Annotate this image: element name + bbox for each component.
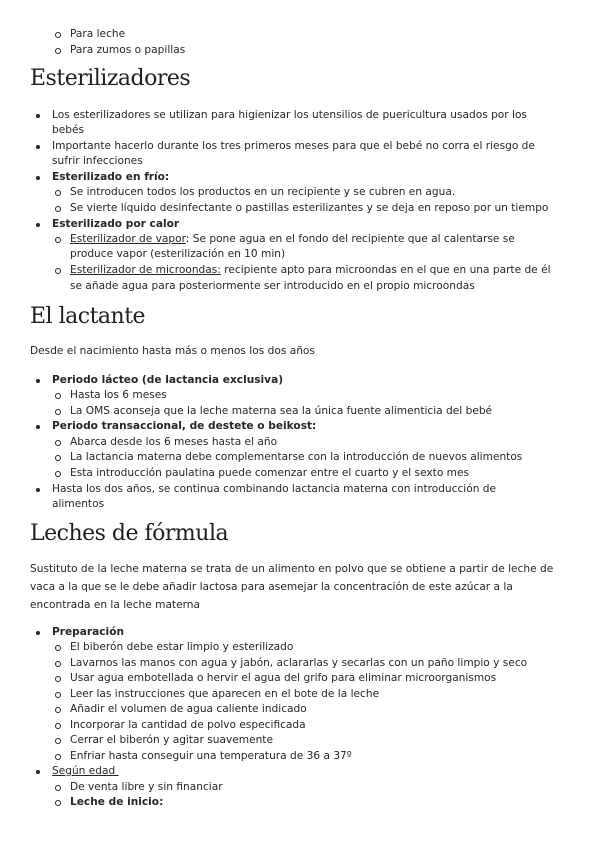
list-item: Para zumos o papillas — [70, 43, 185, 59]
list-item: Se introducen todos los productos en un recipiente y se cubren en agua. — [70, 185, 455, 201]
section-heading-lactante: El lactante — [30, 304, 146, 329]
list-item: Usar agua embotellada o hervir el agua del grifo para eliminar microorganismos — [70, 671, 496, 687]
list-item-continuation: se añade agua para posteriormente ser introducido en el propio microondas — [70, 280, 475, 292]
list-item: Se vierte líquido desinfectante o pastillas esterilizantes y se deja en reposo por un tiempo — [70, 201, 548, 217]
section-intro-line: encontrada en la leche materna — [30, 599, 200, 611]
list-item: La lactancia materna debe complementarse con la introducción de nuevos alimentos — [70, 450, 522, 466]
section-heading-esterilizadores: Esterilizadores — [30, 66, 191, 91]
list-item — [70, 263, 551, 279]
list-item: Los esterilizadores se utilizan para higienizar los utensilios de puericultura usados por los — [52, 108, 527, 124]
term-esterilizador-microondas: Esterilizador de microondas: — [70, 264, 221, 276]
definition-text: recipiente apto para microondas en el que en una parte de él — [220, 264, 551, 276]
term-esterilizador-vapor: Esterilizador de vapor — [70, 233, 186, 245]
list-item: Para leche — [70, 27, 125, 43]
list-item-continuation: alimentos — [52, 498, 105, 510]
list-item: Hasta los dos años, se continua combinando lactancia materna con introducción de — [52, 482, 496, 498]
list-item-heading: Periodo lácteo (de lactancia exclusiva) — [52, 373, 283, 389]
list-item-heading: Según edad — [52, 764, 119, 780]
list-item: El biberón debe estar limpio y esterilizado — [70, 640, 293, 656]
list-item-heading: Preparación — [52, 625, 124, 641]
list-item: Esta introducción paulatina puede comenzar entre el cuarto y el sexto mes — [70, 466, 469, 482]
list-item: Hasta los 6 meses — [70, 388, 167, 404]
list-item-continuation: sufrir infecciones — [52, 155, 143, 167]
section-intro-line: vaca a la que se le debe añadir lactosa para asemejar la concentración de este azúcar a la — [30, 581, 513, 593]
list-item: Añadir el volumen de agua caliente indicado — [70, 702, 307, 718]
section-heading-formula: Leches de fórmula — [30, 521, 229, 546]
list-item-continuation: produce vapor (esterilización en 10 min) — [70, 248, 286, 260]
list-item: Cerrar el biberón y agitar suavemente — [70, 733, 273, 749]
list-item: Lavarnos las manos con agua y jabón, aclararlas y secarlas con un paño limpio y seco — [70, 656, 527, 672]
list-item: La OMS aconseja que la leche materna sea la única fuente alimenticia del bebé — [70, 404, 492, 420]
section-intro-line: Sustituto de la leche materna se trata de un alimento en polvo que se obtiene a partir de leche de — [30, 563, 554, 575]
list-item — [70, 232, 515, 248]
list-item-heading: Esterilizado en frío: — [52, 170, 169, 186]
list-item-continuation: bebés — [52, 124, 85, 136]
definition-text: : Se pone agua en el fondo del recipiente que al calentarse se — [185, 233, 515, 245]
list-item-heading: Leche de inicio: — [70, 795, 163, 811]
list-item: De venta libre y sin financiar — [70, 780, 223, 796]
section-intro: Desde el nacimiento hasta más o menos los dos años — [30, 345, 315, 357]
list-item: Enfriar hasta conseguir una temperatura de 36 a 37º — [70, 749, 352, 765]
list-item-heading: Periodo transaccional, de destete o beikost: — [52, 419, 316, 435]
list-item: Importante hacerlo durante los tres primeros meses para que el bebé no corra el riesgo de — [52, 139, 535, 155]
list-item: Leer las instrucciones que aparecen en el bote de la leche — [70, 687, 379, 703]
list-item-heading: Esterilizado por calor — [52, 217, 179, 233]
list-item: Incorporar la cantidad de polvo especificada — [70, 718, 306, 734]
list-item: Abarca desde los 6 meses hasta el año — [70, 435, 277, 451]
